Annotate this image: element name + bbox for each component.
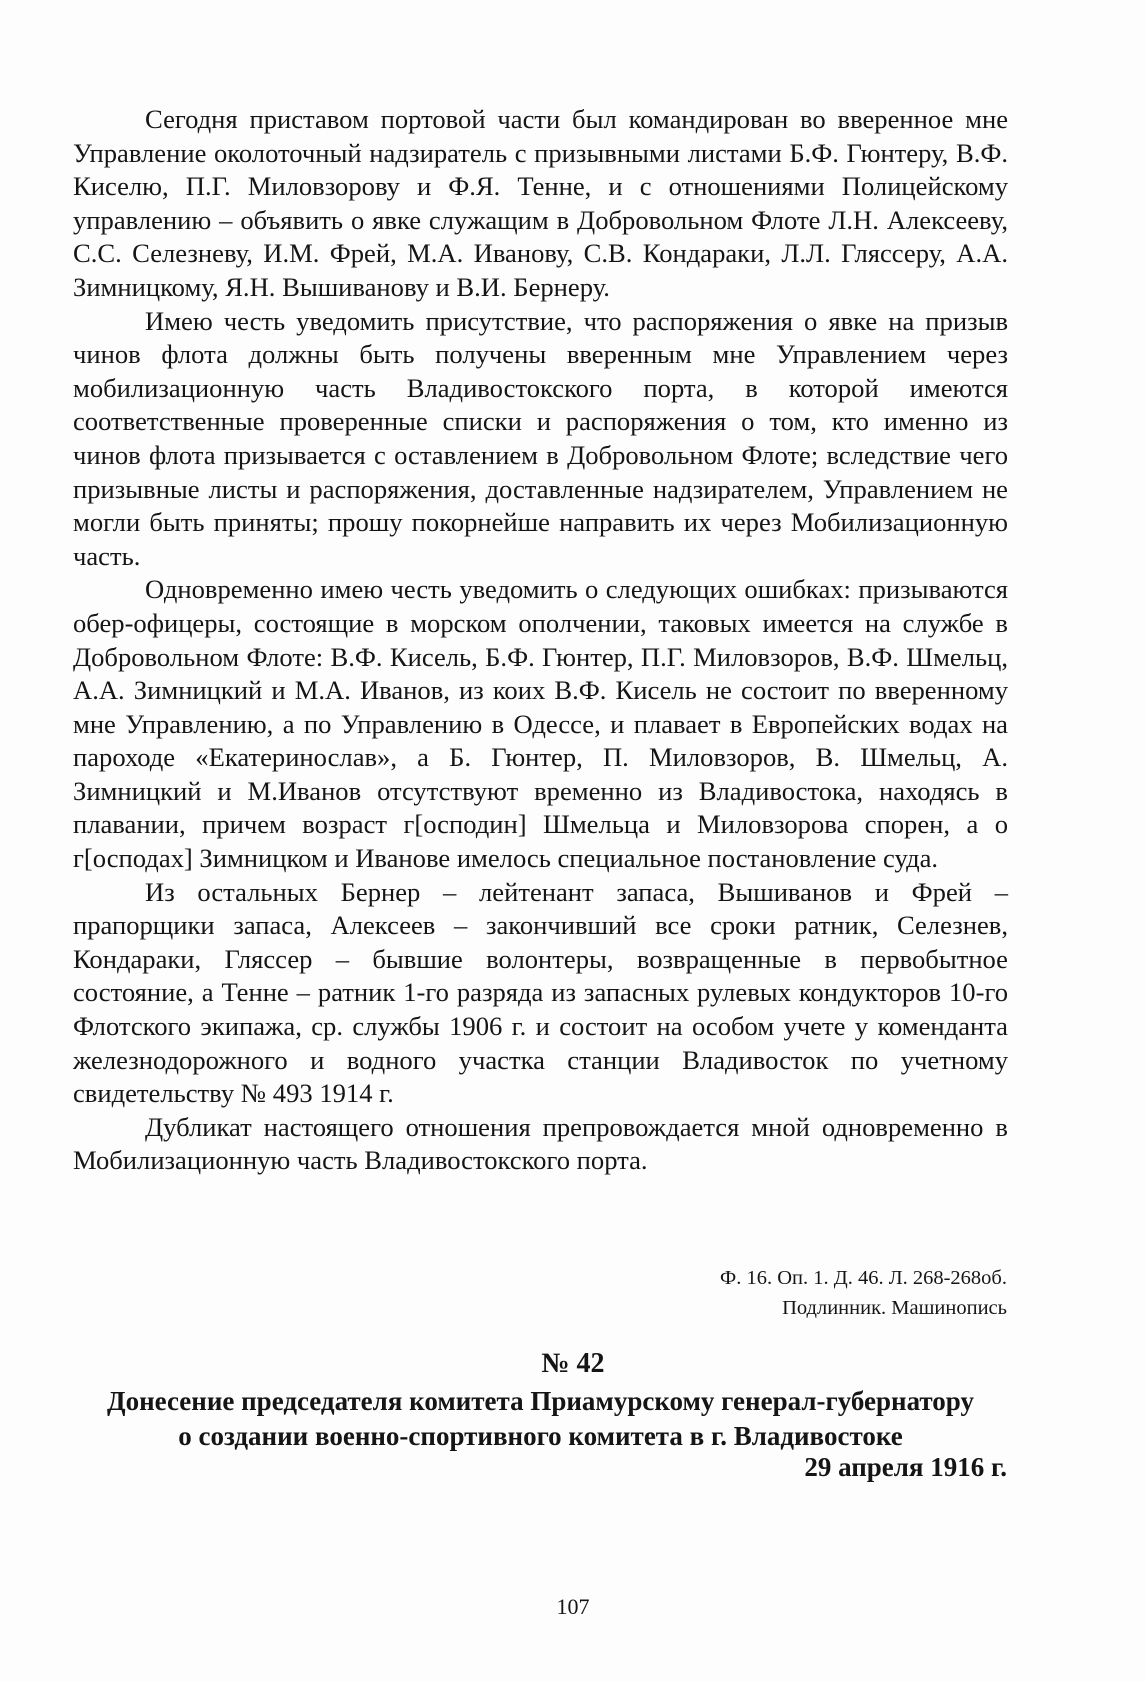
archival-reference: Ф. 16. Оп. 1. Д. 46. Л. 268-268об. — [720, 1267, 1007, 1289]
paragraph-4: Из остальных Бернер – лейтенант запаса, Вышиванов и Фрей – прапорщики запаса, Алексеев – закончивший все сроки ратник, Селезнев, Кондараки, Гляссер – бывшие волонтеры, возвращенные в первобытное состояние, а Тенне – ратник 1-го разряда из запасных рулевых кондукторов 10-го Флотского экипажа, ср. службы 1906 г. и состоит на особом учете у коменданта железнодорожного и водного участка станции Владивосток по учетному свидетельству № 493 1914 г. — [73, 876, 1008, 1109]
document-title — [73, 1384, 1008, 1454]
document-date: 29 апреля 1916 г. — [804, 1452, 1007, 1482]
document-title-line-2: о создании военно-спортивного комитета в г. Владивостоке — [178, 1421, 903, 1451]
body-text — [73, 103, 1008, 1178]
archival-note: Подлинник. Машинопись — [782, 1297, 1007, 1319]
document-number: № 42 — [541, 1348, 605, 1379]
document-title-line-1: Донесение председателя комитета Приамурскому генерал-губернатору — [107, 1386, 974, 1416]
paragraph-1: Сегодня приставом портовой части был командирован во вверенное мне Управление околоточный надзиратель с призывными листами Б.Ф. Гюнтеру, В.Ф. Киселю, П.Г. Миловзорову и Ф.Я. Тенне, и с отношениями Полицейскому управлению – объявить о явке служащим в Добровольном Флоте Л.Н. Алексееву, С.С. Селезневу, И.М. Фрей, М.А. Иванову, С.В. Кондараки, Л.Л. Гляссеру, А.А. Зимницкому, Я.Н. Вышиванову и В.И. Бернеру. — [73, 104, 1008, 302]
archival-source — [720, 1263, 1007, 1323]
paragraph-3: Одновременно имею честь уведомить о следующих ошибках: призываются обер-офицеры, состоящие в морском ополчении, таковых имеется на службе в Добровольном Флоте: В.Ф. Кисель, Б.Ф. Гюнтер, П.Г. Миловзоров, В.Ф. Шмельц, А.А. Зимницкий и М.А. Иванов, из коих В.Ф. Кисель не состоит по вверенному мне Управлению, а по Управлению в Одессе, и плавает в Европейских водах на пароходе «Екатеринослав», а Б. Гюнтер, П. Миловзоров, В. Шмельц, А. Зимницкий и М.Иванов отсутствуют временно из Владивостока, находясь в плавании, причем возраст г[осподин] Шмельца и Миловзорова спорен, а о г[осподах] Зимницком и Иванове имелось специальное постановление суда. — [73, 574, 1008, 874]
page-number: 107 — [556, 1594, 590, 1619]
paragraph-2: Имею честь уведомить присутствие, что распоряжения о явке на призыв чинов флота должны быть получены вверенным мне Управлением через мобилизационную часть Владивостокского порта, в которой имеются соответственные проверенные списки и распоряжения о том, кто именно из чинов флота призывается с оставлением в Добровольном Флоте; вследствие чего призывные листы и распоряжения, доставленные надзирателем, Управлением не могли быть приняты; прошу покорнейше направить их через Мобилизационную часть. — [73, 305, 1008, 571]
paragraph-5: Дубликат настоящего отношения препровождается мной одновременно в Мобилизационную часть Владивостокского порта. — [73, 1111, 1008, 1176]
